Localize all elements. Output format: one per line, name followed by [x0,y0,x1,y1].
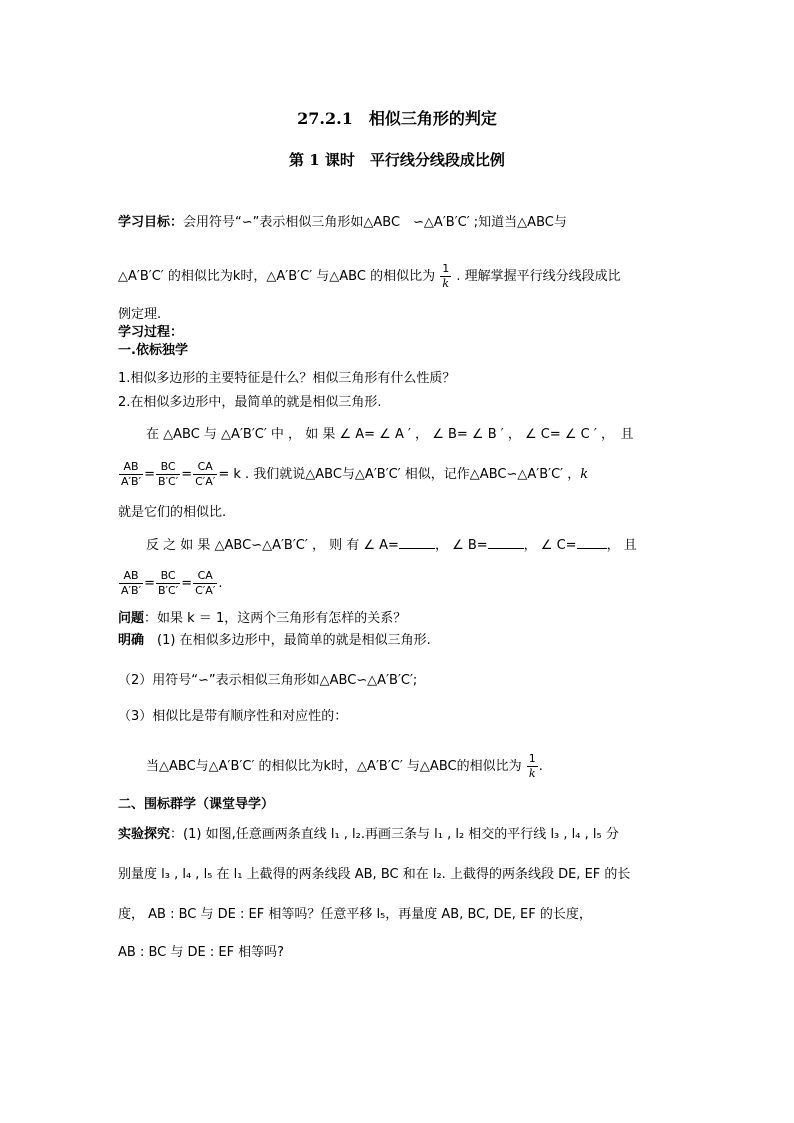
clarify-text-4b: . [538,759,543,774]
paragraph-converse [146,536,684,555]
objectives-text-2b: . 理解掌握平行线分线段成比 [456,269,621,284]
ratio-line [118,460,684,489]
ratio-k: k [580,467,589,482]
section-1-heading: 一.依标独学 [118,343,188,358]
clarify-text-4a: 当△ABC与△A′B′C′ 的相似比为k时，△A′B′C′ 与△ABC的相似比为 [146,759,522,774]
clarify-text-2: （2）用符号“∽”表示相似三角形如△ABC∽△A′B′C′; [118,673,418,688]
ratio-bc [156,460,180,489]
experiment-label: 实验探究 [118,827,171,842]
ratio-bc-num: BC [156,460,180,475]
fraction-numerator: 1 [442,262,450,275]
equals-sign: = [181,467,193,482]
objectives-line-2 [118,262,684,291]
fraction-one-over-k-2 [527,752,538,781]
clarify-line-4 [146,752,684,781]
ratio-bc-den: B′C′ [157,584,179,597]
converse-text-d: ， 且 [606,538,637,553]
clarify-label: 明确 [118,633,145,648]
objectives-text-3: 例定理. [118,307,162,322]
equals-sign: = [144,467,155,482]
ratio-ab-2 [119,569,143,598]
ratio-ca [193,460,217,489]
ratio-ca-num: CA [193,569,217,584]
page-subtitle: 第 1 课时 平行线分线段成比例 [289,151,505,169]
question-2: 2.在相似多边形中，最简单的就是相似三角形. [118,395,382,410]
converse-ratio-line [118,569,684,598]
ratio-ab-den: A′B′ [121,475,142,488]
section-2-heading: 二、围标群学（课堂导学） [118,797,275,812]
objectives-line-1 [118,214,684,232]
paragraph-similar-definition: 在 △ABC 与 △A′B′C′ 中 ， 如 果 ∠ A= ∠ A ′ ， ∠ B= ∠ B ′ ， ∠ C= ∠ C ′ ， 且 [146,427,634,442]
converse-text-a: 反 之 如 果 △ABC∽△A′B′C′ ， 则 有 ∠ A= [146,538,399,553]
process-label: 学习过程： [118,325,184,340]
clarify-text-1: (1) 在相似多边形中，最简单的就是相似三角形. [144,633,431,648]
ratio-bc-den: B′C′ [157,475,179,488]
paragraph-similar-ratio: 就是它们的相似比. [118,505,227,520]
ratio-ab-den: A′B′ [121,584,142,597]
ratio-tail-text: = k . 我们就说△ABC与△A′B′C′ 相似，记作△ABC∽△A′B′C′ ， [218,467,581,482]
question-text: ：如果 k ＝ 1，这两个三角形有怎样的关系？ [144,611,407,626]
equals-sign: = [181,576,193,591]
experiment-line-1 [118,826,684,844]
ratio-ca-num: CA [193,460,217,475]
blank-angle-a[interactable] [399,536,435,549]
ratio-ab-num: AB [119,460,143,475]
converse-text-b: ， ∠ B= [434,538,488,553]
experiment-text-2: 别量度 l₃ , l₄ , l₅ 在 l₁ 上截得的两条线段 AB, BC 和在 l₂. 上截得的两条线段 DE, EF 的长 [118,867,631,882]
question-1: 1.相似多边形的主要特征是什么？相似三角形有什么性质？ [118,371,456,386]
ratio-ab-num: AB [119,569,143,584]
blank-angle-c[interactable] [577,536,607,549]
page-title: 27.2.1 相似三角形的判定 [297,109,497,128]
equals-sign: = [144,576,155,591]
converse-text-c: ， ∠ C= [523,538,577,553]
ratio-ca-den: C′A′ [195,584,216,597]
ratio-ca-den: C′A′ [195,475,216,488]
fraction-denominator: k [528,767,536,780]
fraction-denominator: k [442,277,450,290]
converse-ratio-period: . [218,576,223,591]
fraction-numerator: 1 [528,752,536,765]
experiment-text-4: AB : BC 与 DE : EF 相等吗? [118,945,285,960]
ratio-ab [119,460,143,489]
experiment-text-3: 度， AB : BC 与 DE : EF 相等吗？任意平移 l₅，再量度 AB, BC, DE, EF 的长度， [118,907,592,922]
blank-angle-b[interactable] [488,536,524,549]
experiment-text-1: ：(1) 如图,任意画两条直线 l₁ , l₂.再画三条与 l₁ , l₂ 相交的平行线 l₃ , l₄ , l₅ 分 [170,827,619,842]
ratio-bc-num: BC [156,569,180,584]
question-line [118,610,684,628]
clarify-text-3: （3）相似比是带有顺序性和对应性的： [118,709,348,724]
objectives-text-1: 会用符号“∽”表示相似三角形如△ABC ∽△A′B′C′ ;知道当△ABC与 [183,215,567,230]
objectives-label: 学习目标： [118,215,184,230]
ratio-bc-2 [156,569,180,598]
question-label: 问题 [118,611,145,626]
objectives-text-2a: △A′B′C′ 的相似比为k时，△A′B′C′ 与△ABC 的相似比为 [118,269,436,284]
fraction-one-over-k [440,262,451,291]
clarify-line-1 [118,632,684,650]
ratio-ca-2 [193,569,217,598]
